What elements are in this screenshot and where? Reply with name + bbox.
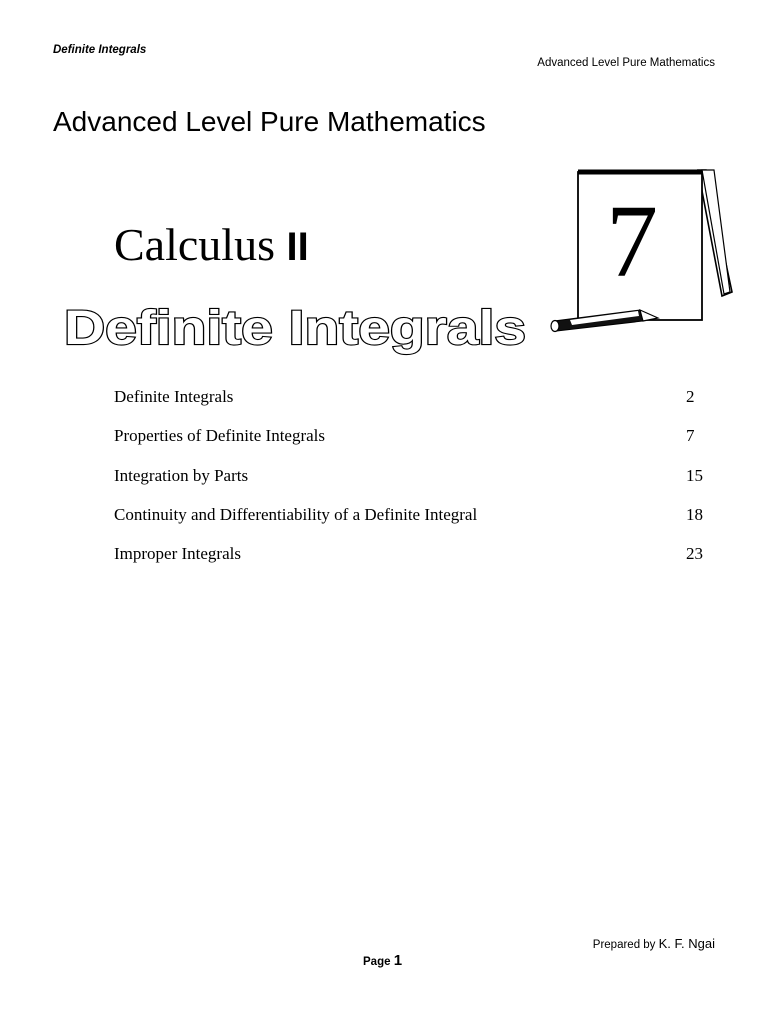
document-title: Advanced Level Pure Mathematics xyxy=(53,106,486,137)
prepared-by-label: Prepared by xyxy=(592,939,656,951)
toc-entry-title: Continuity and Differentiability of a Definite Integral xyxy=(114,504,478,524)
chapter-number-badge xyxy=(546,164,738,342)
chapter-number: 7 xyxy=(606,184,658,299)
prepared-by xyxy=(593,936,715,951)
toc-entry[interactable] xyxy=(114,424,708,463)
toc-entry-page: 2 xyxy=(686,387,695,406)
toc-entry-page: 18 xyxy=(686,504,703,524)
chapter-title xyxy=(114,218,309,271)
running-header-left: Definite Integrals xyxy=(53,44,147,56)
toc-entry-title: Definite Integrals xyxy=(114,387,234,406)
toc-entry-page: 7 xyxy=(686,426,695,446)
toc-entry-title: Improper Integrals xyxy=(114,544,241,564)
running-header-right: Advanced Level Pure Mathematics xyxy=(537,57,715,69)
page-label: Page xyxy=(363,956,391,968)
chapter-title-text: Calculus xyxy=(114,219,275,270)
toc-entry-title: Integration by Parts xyxy=(114,465,249,485)
table-of-contents xyxy=(114,385,708,581)
toc-entry[interactable] xyxy=(114,503,708,542)
page-number: 1 xyxy=(393,952,403,969)
toc-entry-page: 15 xyxy=(686,465,703,485)
topic-title-text: Definite Integrals xyxy=(64,302,526,355)
chapter-roman-numeral: II xyxy=(286,225,309,269)
toc-entry-title: Properties of Definite Integrals xyxy=(114,426,326,446)
toc-entry[interactable] xyxy=(114,542,708,581)
toc-entry[interactable] xyxy=(114,464,708,503)
toc-entry[interactable] xyxy=(114,385,708,424)
topic-title-outline xyxy=(60,296,540,366)
toc-entry-page: 23 xyxy=(686,544,703,564)
author-name: K. F. Ngai xyxy=(658,936,715,951)
page-footer xyxy=(363,952,402,969)
